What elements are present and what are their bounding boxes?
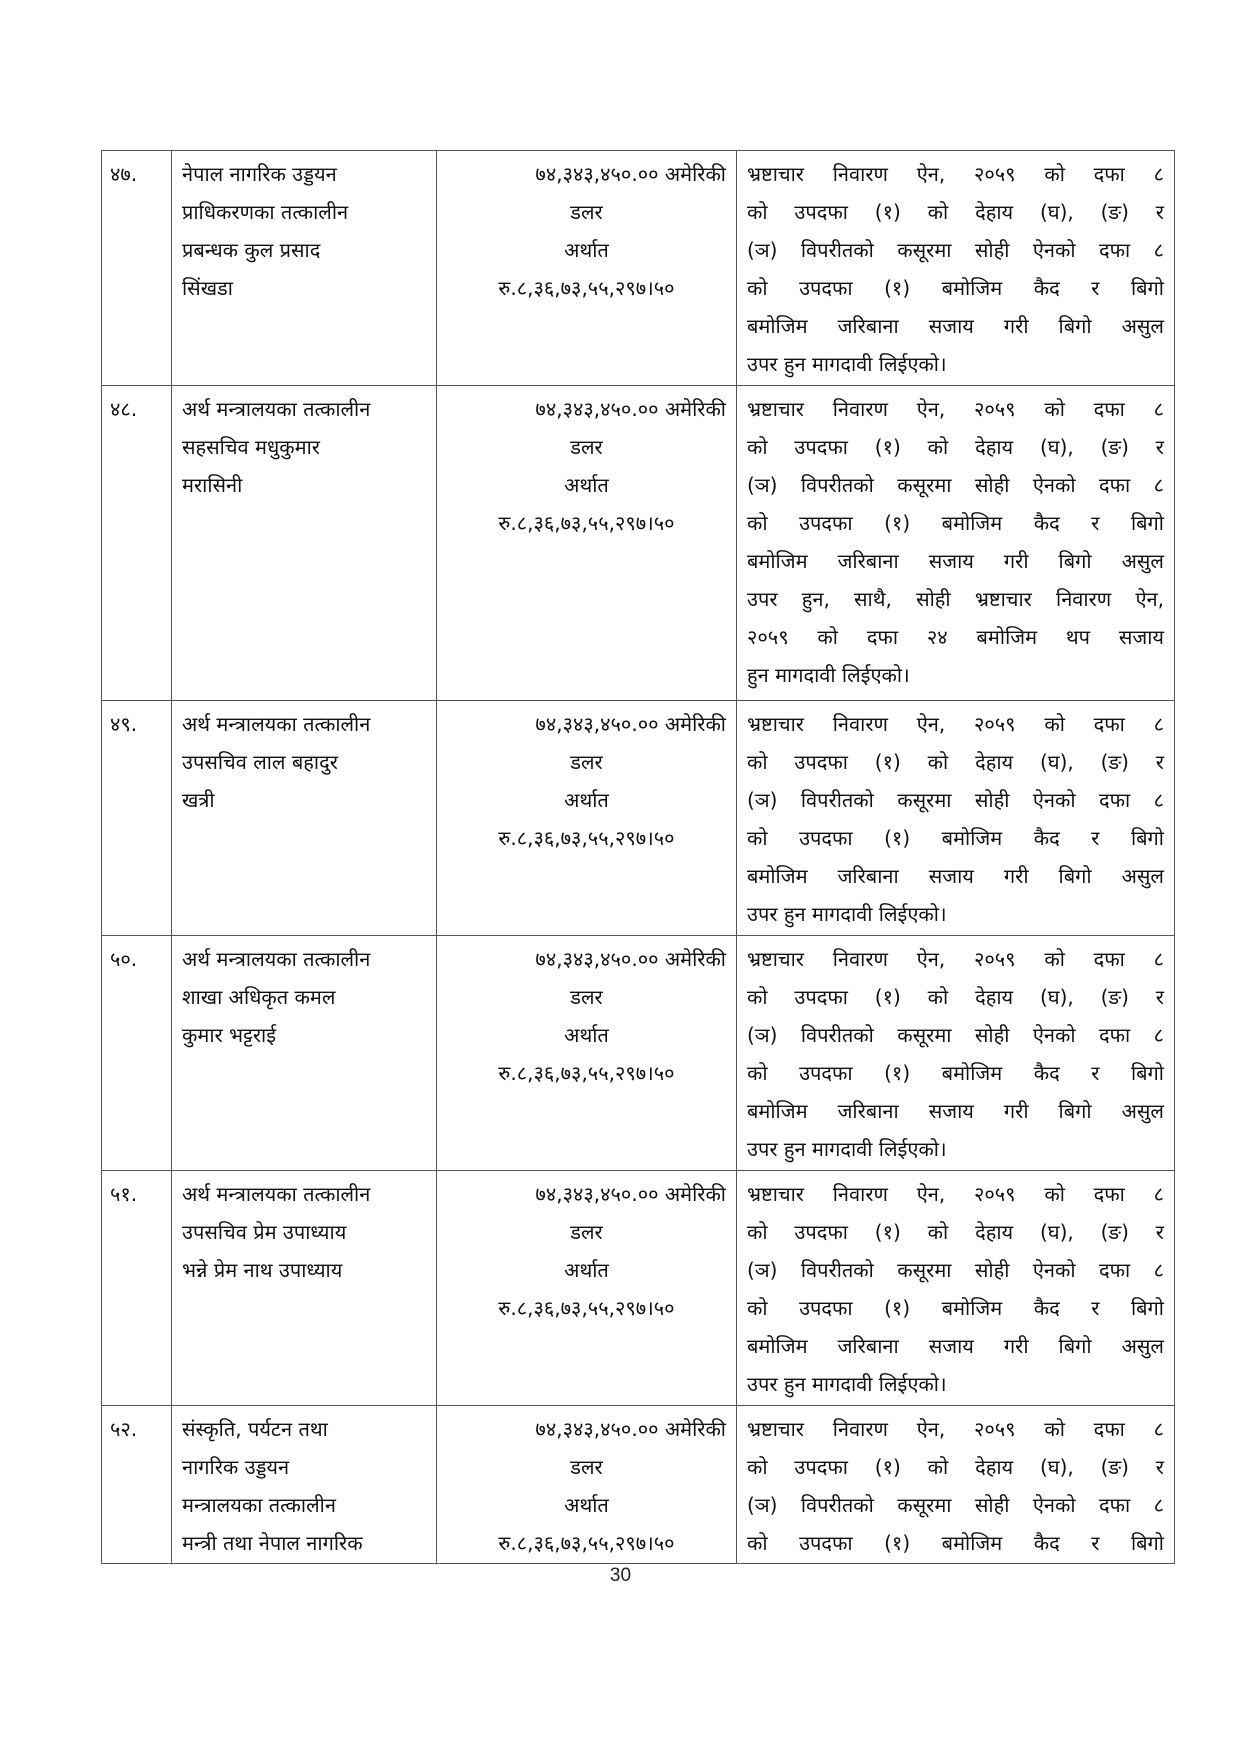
charge-description-line: (ञ) विपरीतको कसूरमा सोही ऐनको दफा ८ (747, 1258, 1164, 1282)
charge-description-line: (ञ) विपरीतको कसूरमा सोही ऐनको दफा ८ (747, 1023, 1164, 1047)
charge-description-line: (ञ) विपरीतको कसूरमा सोही ऐनको दफा ८ (747, 238, 1164, 262)
charge-description-line: भ्रष्टाचार निवारण ऐन, २०५९ को दफा ८ (747, 947, 1164, 971)
charge-description-line: हुन मागदावी लिईएको। (747, 663, 910, 687)
charge-description-line: बमोजिम जरिबाना सजाय गरी बिगो असुल (747, 1099, 1164, 1123)
claim-amount-cell (437, 1171, 737, 1406)
serial-number-cell (102, 151, 172, 386)
claim-amount-line: रु.८,३६,७३,५५,२९७।५० (498, 1061, 675, 1085)
charge-description-line: को उपदफा (१) को देहाय (घ), (ङ) र (747, 750, 1164, 774)
claim-amount-line: रु.८,३६,७३,५५,२९७।५० (498, 1531, 675, 1555)
claim-amount-line: डलर (570, 750, 603, 774)
serial-number: ४९. (110, 712, 138, 736)
accused-name-line: नागरिक उड्डयन (182, 1455, 290, 1479)
claim-amount-cell (437, 1406, 737, 1564)
serial-number-cell (102, 386, 172, 701)
charge-description-cell (737, 936, 1175, 1171)
charge-description-line: भ्रष्टाचार निवारण ऐन, २०५९ को दफा ८ (747, 712, 1164, 736)
charge-description-line: को उपदफा (१) को देहाय (घ), (ङ) र (747, 435, 1164, 459)
charge-description-line: भ्रष्टाचार निवारण ऐन, २०५९ को दफा ८ (747, 1417, 1164, 1441)
accused-name-cell (172, 1171, 437, 1406)
table-row (102, 1171, 1175, 1406)
serial-number: ४८. (110, 397, 138, 421)
charge-description-line: उपर हुन मागदावी लिईएको। (747, 1372, 947, 1396)
claim-amount-line: अर्थात (564, 1023, 609, 1047)
claim-amount-line: ७४,३४३,४५०.०० अमेरिकी (535, 712, 726, 736)
accused-name-cell (172, 701, 437, 936)
accused-name-line: सिंखडा (182, 276, 233, 300)
accused-name-line: सहसचिव मधुकुमार (182, 435, 320, 459)
charge-description-cell (737, 151, 1175, 386)
table-row (102, 151, 1175, 386)
accused-name-cell (172, 151, 437, 386)
charge-description-line: को उपदफा (१) को देहाय (घ), (ङ) र (747, 1455, 1164, 1479)
case-table (101, 150, 1175, 1564)
charge-description-line: को उपदफा (१) को देहाय (घ), (ङ) र (747, 200, 1164, 224)
claim-amount-line: अर्थात (564, 1258, 609, 1282)
charge-description-line: को उपदफा (१) बमोजिम कैद र बिगो (747, 511, 1164, 535)
charge-description-line: बमोजिम जरिबाना सजाय गरी बिगो असुल (747, 864, 1164, 888)
claim-amount-line: डलर (570, 200, 603, 224)
accused-name-line: संस्कृति, पर्यटन तथा (182, 1417, 328, 1441)
charge-description-line: उपर हुन मागदावी लिईएको। (747, 352, 947, 376)
claim-amount-cell (437, 151, 737, 386)
claim-amount-line: ७४,३४३,४५०.०० अमेरिकी (535, 162, 726, 186)
charge-description-line: (ञ) विपरीतको कसूरमा सोही ऐनको दफा ८ (747, 1493, 1164, 1517)
charge-description-line: भ्रष्टाचार निवारण ऐन, २०५९ को दफा ८ (747, 162, 1164, 186)
table-row (102, 386, 1175, 701)
accused-name-line: शाखा अधिकृत कमल (182, 985, 336, 1009)
charge-description-line: उपर हुन मागदावी लिईएको। (747, 902, 947, 926)
serial-number: ५२. (110, 1417, 138, 1441)
charge-description-line: को उपदफा (१) को देहाय (घ), (ङ) र (747, 1220, 1164, 1244)
charge-description-cell (737, 386, 1175, 701)
serial-number: ५१. (110, 1182, 138, 1206)
charge-description-line: को उपदफा (१) बमोजिम कैद र बिगो (747, 826, 1164, 850)
accused-name-line: उपसचिव प्रेम उपाध्याय (182, 1220, 347, 1244)
charge-description-line: (ञ) विपरीतको कसूरमा सोही ऐनको दफा ८ (747, 788, 1164, 812)
claim-amount-line: ७४,३४३,४५०.०० अमेरिकी (535, 947, 726, 971)
accused-name-line: मन्त्रालयका तत्कालीन (182, 1493, 336, 1517)
claim-amount-line: डलर (570, 985, 603, 1009)
accused-name-cell (172, 1406, 437, 1564)
charge-description-line: को उपदफा (१) को देहाय (घ), (ङ) र (747, 985, 1164, 1009)
claim-amount-cell (437, 936, 737, 1171)
charge-description-line: बमोजिम जरिबाना सजाय गरी बिगो असुल (747, 549, 1164, 573)
claim-amount-line: ७४,३४३,४५०.०० अमेरिकी (535, 1417, 726, 1441)
charge-description-cell (737, 701, 1175, 936)
accused-name-line: अर्थ मन्त्रालयका तत्कालीन (182, 1182, 371, 1206)
claim-amount-line: रु.८,३६,७३,५५,२९७।५० (498, 1296, 675, 1320)
accused-name-line: उपसचिव लाल बहादुर (182, 750, 338, 774)
accused-name-line: प्राधिकरणका तत्कालीन (182, 200, 349, 224)
claim-amount-line: डलर (570, 1455, 603, 1479)
charge-description-cell (737, 1406, 1175, 1564)
accused-name-line: नेपाल नागरिक उड्डयन (182, 162, 337, 186)
accused-name-line: खत्री (182, 788, 215, 812)
serial-number-cell (102, 701, 172, 936)
claim-amount-line: डलर (570, 1220, 603, 1244)
claim-amount-line: अर्थात (564, 238, 609, 262)
charge-description-line: भ्रष्टाचार निवारण ऐन, २०५९ को दफा ८ (747, 397, 1164, 421)
accused-name-line: भन्ने प्रेम नाथ उपाध्याय (182, 1258, 343, 1282)
claim-amount-line: रु.८,३६,७३,५५,२९७।५० (498, 276, 675, 300)
claim-amount-line: अर्थात (564, 473, 609, 497)
claim-amount-line: ७४,३४३,४५०.०० अमेरिकी (535, 397, 726, 421)
charge-description-line: बमोजिम जरिबाना सजाय गरी बिगो असुल (747, 314, 1164, 338)
claim-amount-cell (437, 701, 737, 936)
accused-name-line: अर्थ मन्त्रालयका तत्कालीन (182, 712, 371, 736)
claim-amount-line: अर्थात (564, 1493, 609, 1517)
serial-number: ४७. (110, 162, 138, 186)
serial-number-cell (102, 1406, 172, 1564)
serial-number-cell (102, 936, 172, 1171)
serial-number: ५०. (110, 947, 138, 971)
charge-description-line: उपर हुन, साथै, सोही भ्रष्टाचार निवारण ऐन, (747, 587, 1164, 611)
accused-name-line: मरासिनी (182, 473, 243, 497)
charge-description-line: को उपदफा (१) बमोजिम कैद र बिगो (747, 276, 1164, 300)
charge-description-line: को उपदफा (१) बमोजिम कैद र बिगो (747, 1061, 1164, 1085)
charge-description-line: को उपदफा (१) बमोजिम कैद र बिगो (747, 1296, 1164, 1320)
charge-description-cell (737, 1171, 1175, 1406)
accused-name-line: कुमार भट्टराई (182, 1023, 277, 1047)
accused-name-line: अर्थ मन्त्रालयका तत्कालीन (182, 947, 371, 971)
accused-name-line: अर्थ मन्त्रालयका तत्कालीन (182, 397, 371, 421)
claim-amount-line: अर्थात (564, 788, 609, 812)
claim-amount-line: रु.८,३६,७३,५५,२९७।५० (498, 511, 675, 535)
charge-description-line: (ञ) विपरीतको कसूरमा सोही ऐनको दफा ८ (747, 473, 1164, 497)
charge-description-line: बमोजिम जरिबाना सजाय गरी बिगो असुल (747, 1334, 1164, 1358)
claim-amount-line: रु.८,३६,७३,५५,२९७।५० (498, 826, 675, 850)
table-row (102, 936, 1175, 1171)
claim-amount-line: डलर (570, 435, 603, 459)
accused-name-cell (172, 386, 437, 701)
table-row (102, 701, 1175, 936)
page-number: 30 (609, 1565, 632, 1586)
table-row (102, 1406, 1175, 1564)
claim-amount-cell (437, 386, 737, 701)
accused-name-line: प्रबन्धक कुल प्रसाद (182, 238, 321, 262)
accused-name-line: मन्त्री तथा नेपाल नागरिक (182, 1531, 363, 1555)
serial-number-cell (102, 1171, 172, 1406)
charge-description-line: भ्रष्टाचार निवारण ऐन, २०५९ को दफा ८ (747, 1182, 1164, 1206)
case-table-body (102, 151, 1175, 1564)
charge-description-line: उपर हुन मागदावी लिईएको। (747, 1137, 947, 1161)
accused-name-cell (172, 936, 437, 1171)
charge-description-line: को उपदफा (१) बमोजिम कैद र बिगो (747, 1531, 1164, 1555)
claim-amount-line: ७४,३४३,४५०.०० अमेरिकी (535, 1182, 726, 1206)
charge-description-line: २०५९ को दफा २४ बमोजिम थप सजाय (747, 625, 1164, 649)
